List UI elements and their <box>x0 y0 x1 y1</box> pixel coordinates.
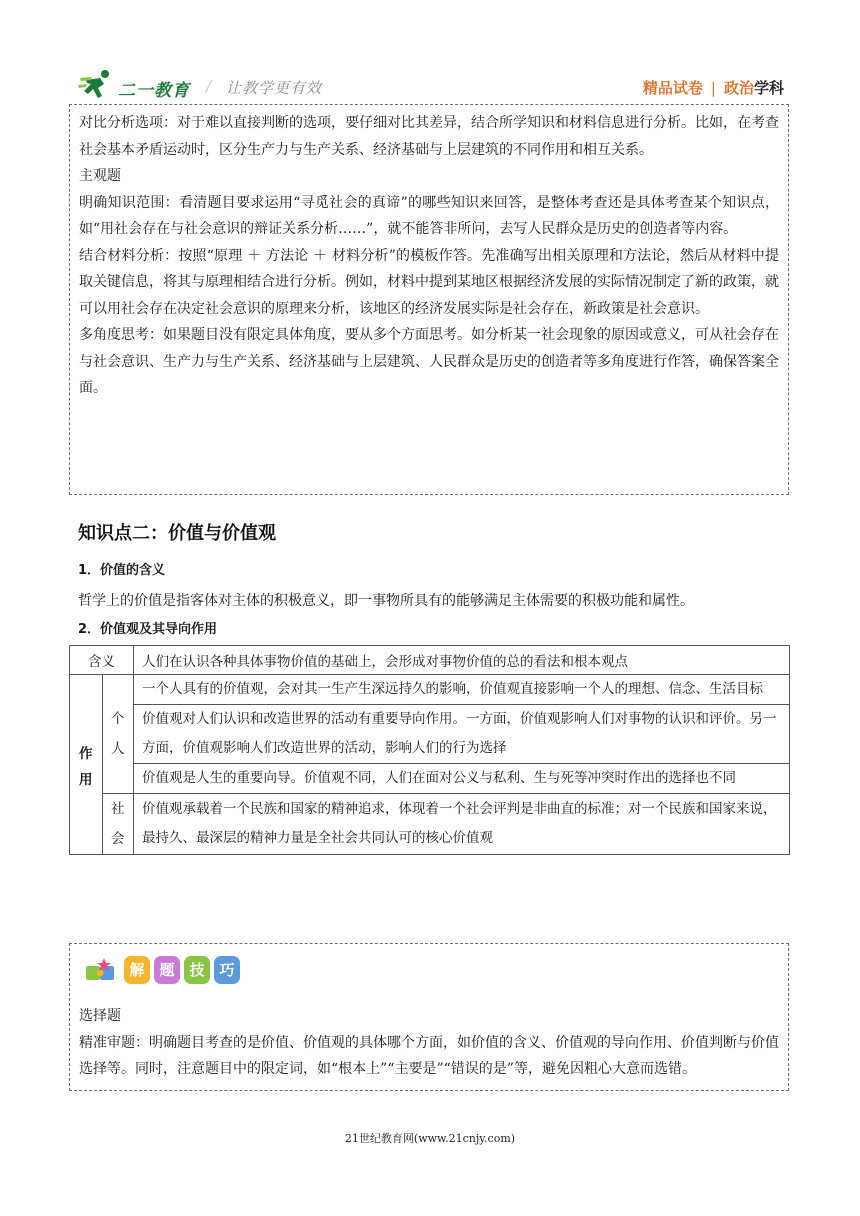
individual-item-2: 价值观对人们认识和改造世界的活动有重要导向作用。一方面，价值观影响人们对事物的认识和评价。另一方面，价值观影响人们改造世界的活动，影响人们的行为选择 <box>134 705 790 764</box>
tips-banner <box>84 954 244 988</box>
tips-char-2: 题 <box>154 956 180 984</box>
subject-suffix: 学科 <box>753 79 784 97</box>
tips-box-continued <box>69 104 789 495</box>
table-row <box>70 705 790 764</box>
slogan-separator: / <box>206 77 212 95</box>
society-item: 价值观承载着一个民族和国家的精神追求，体现着一个社会评判是非曲直的标准；对一个民族和国家来说，最持久、最深层的精神力量是全社会共同认可的核心价值观 <box>134 794 790 855</box>
table-row <box>70 646 790 675</box>
individual-item-3: 价值观是人生的重要向导。价值观不同，人们在面对公义与私利、生与死等冲突时作出的选择也不同 <box>134 764 790 794</box>
group-label-society: 社 会 <box>102 794 133 855</box>
problem-solving-tips-box <box>69 943 789 1091</box>
table-row <box>70 794 790 855</box>
group-label-individual: 个 人 <box>102 675 133 794</box>
table-row <box>70 764 790 794</box>
section-title: 知识点二：价值与价值观 <box>78 523 276 544</box>
value-view-table <box>69 645 790 855</box>
paragraph-precise-reading: 精准审题：明确题目考查的是价值、价值观的具体哪个方面，如价值的含义、价值观的导向作用、价值判断与价值选择等。同时，注意题目中的限定词，如“根本上”“主要是”“错误的是”等，避免因粗心大意而选错。 <box>79 1034 779 1077</box>
paragraph-material-analysis: 结合材料分析：按照“原理 ＋ 方法论 ＋ 材料分析”的模板作答。先准确写出相关原理和方法论，然后从材料中提取关键信息，将其与原理相结合进行分析。例如，材料中提到某地区根据经济发展的实际情况制定了新的政策，就可以用社会存在决定社会意识的原理来分析，该地区的经济发展实际是社会存在，新政策是社会意识。 <box>79 247 779 317</box>
page-header <box>78 66 784 106</box>
table-row <box>70 675 790 705</box>
heading-subjective: 主观题 <box>79 168 121 184</box>
paragraph-compare-options: 对比分析选项：对于难以直接判断的选项，要仔细对比其差异，结合所学知识和材料信息进行分析。比如，在考查社会基本矛盾运动时，区分生产力与生产关系、经济基础与上层建筑的不同作用和相互关系。 <box>79 115 779 158</box>
paragraph-knowledge-scope: 明确知识范围：看清题目要求运用“寻觅社会的真谛”的哪些知识来回答，是整体考查还是具体考查某个知识点，如“用社会存在与社会意识的辩证关系分析……”，就不能答非所问，去写人民群众是历史的创造者等内容。 <box>79 194 779 237</box>
slogan: 让教学更有效 <box>226 79 323 97</box>
individual-item-1: 一个人具有的价值观，会对其一生产生深远持久的影响，价值观直接影响一个人的理想、信念、生活目标 <box>134 675 790 705</box>
header-tag-group <box>643 77 784 98</box>
heading-choice: 选择题 <box>79 1008 121 1024</box>
meaning-text: 人们在认识各种具体事物价值的基础上，会形成对事物价值的总的看法和根本观点 <box>134 646 790 675</box>
value-definition-text: 哲学上的价值是指客体对主体的积极意义，即一事物所具有的能够满足主体需要的积极功能和属性。 <box>78 593 694 609</box>
paragraph-multi-angle: 多角度思考：如果题目没有限定具体角度，要从多个方面思考。如分析某一社会现象的原因或意义，可从社会存在与社会意识、生产力与生产关系、经济基础与上层建筑、人民群众是历史的创造者等多角度进行作答，确保答案全面。 <box>79 327 779 396</box>
tips-char-3: 技 <box>184 956 210 984</box>
subsection-value-meaning: 1．价值的含义 <box>78 563 166 578</box>
header-divider: | <box>710 79 716 97</box>
footer-source: 21世纪教育网(www.21cnjy.com) <box>344 1132 516 1145</box>
subsection-value-view: 2．价值观及其导向作用 <box>78 622 218 637</box>
running-man-logo-icon <box>78 68 116 100</box>
row-label-meaning: 含义 <box>70 646 134 675</box>
tips-content <box>79 1003 779 1083</box>
paper-type-label: 精品试卷 <box>642 79 703 97</box>
row-label-function: 作 用 <box>70 675 103 855</box>
tips-char-1: 解 <box>124 956 150 984</box>
subject-name: 政治 <box>723 79 754 97</box>
puzzle-icon <box>84 958 118 986</box>
brand-name: 二一教育 <box>118 81 190 101</box>
tips-char-4: 巧 <box>214 956 240 984</box>
